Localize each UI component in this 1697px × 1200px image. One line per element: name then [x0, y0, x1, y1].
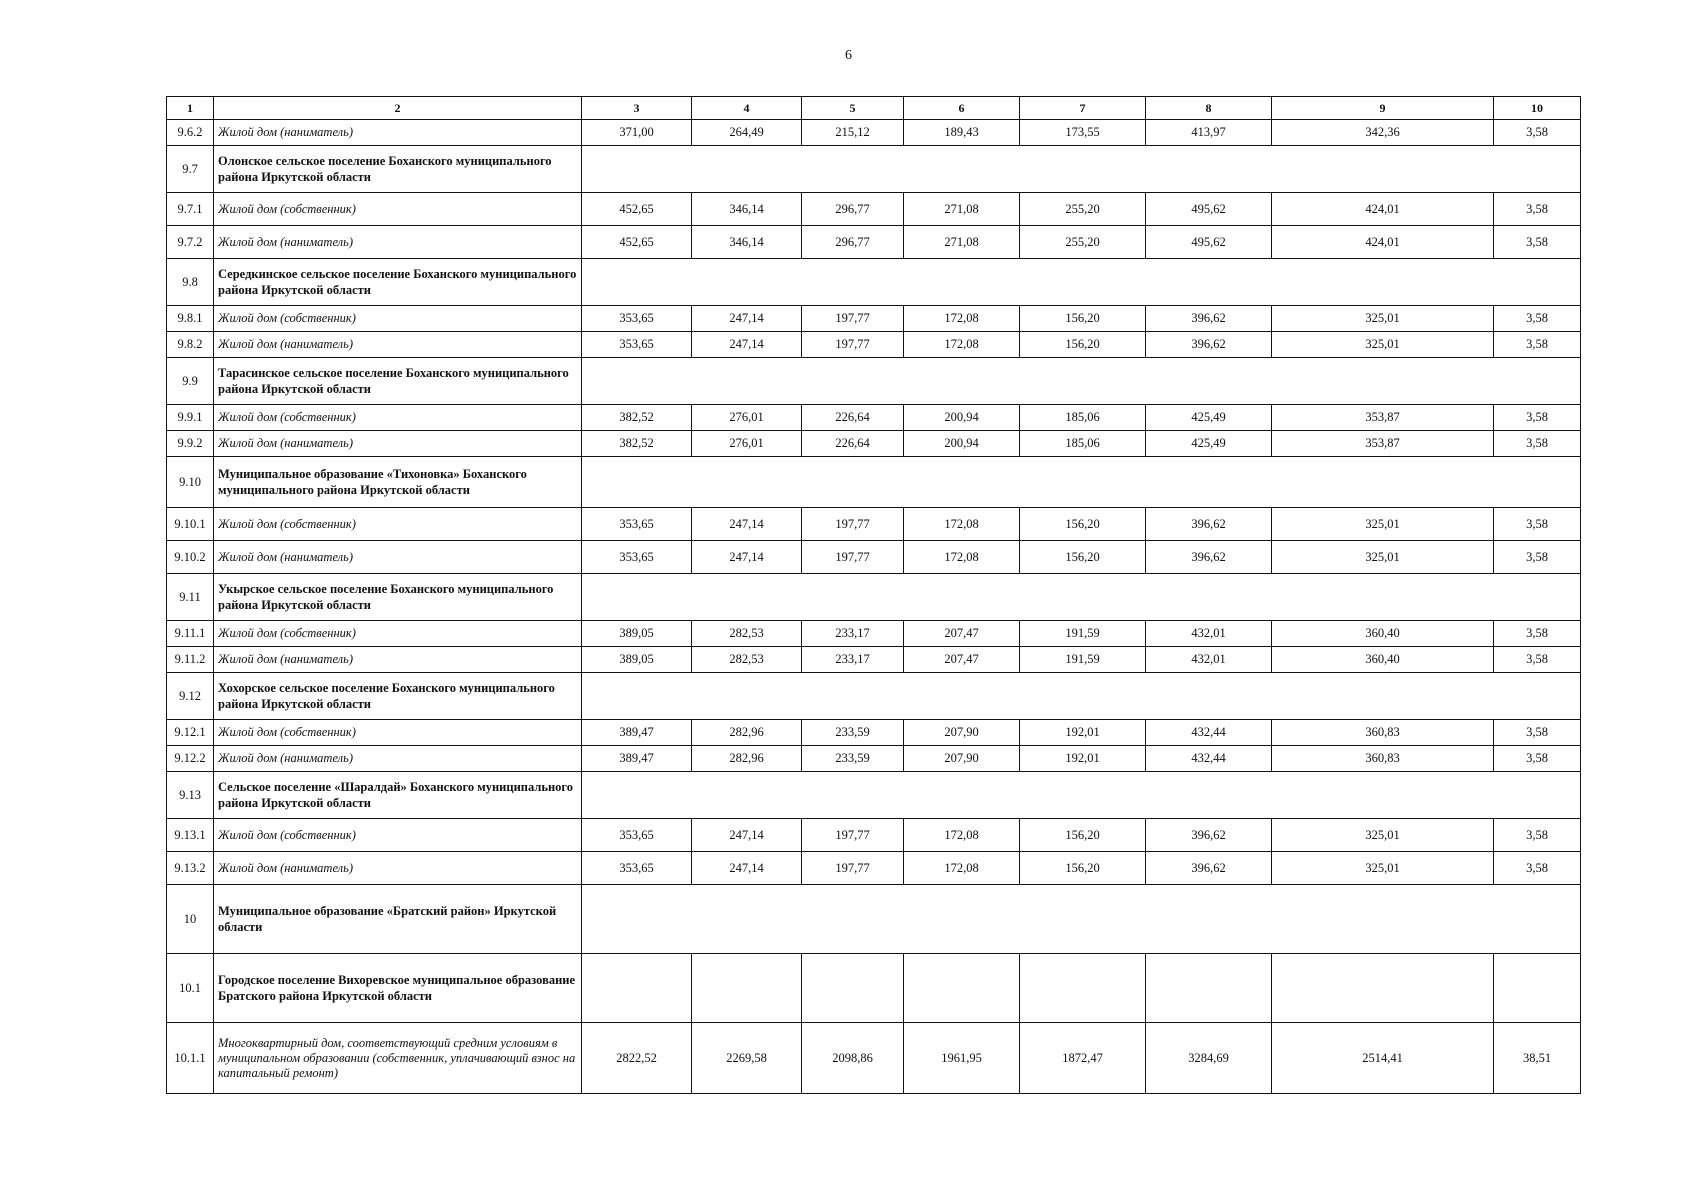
column-number: 9 — [1272, 97, 1494, 120]
table-row — [167, 647, 1581, 673]
tariff-value: 432,44 — [1146, 746, 1272, 772]
tariff-value: 276,01 — [692, 431, 802, 457]
tariff-value: 2822,52 — [582, 1023, 692, 1094]
tariff-value: 247,14 — [692, 332, 802, 358]
tariff-value: 425,49 — [1146, 431, 1272, 457]
housing-type: Жилой дом (собственник) — [214, 819, 582, 852]
tariff-value: 282,53 — [692, 647, 802, 673]
row-number: 10 — [167, 885, 214, 954]
tariff-value: 200,94 — [904, 431, 1020, 457]
empty-cell — [582, 954, 692, 1023]
housing-type: Жилой дом (собственник) — [214, 508, 582, 541]
section-name: Хохорское сельское поселение Боханского муниципального района Иркутской области — [214, 673, 582, 720]
tariff-value: 353,65 — [582, 508, 692, 541]
row-number: 9.7.2 — [167, 226, 214, 259]
tariff-value: 3,58 — [1494, 306, 1581, 332]
tariff-value: 185,06 — [1020, 431, 1146, 457]
tariff-value: 296,77 — [802, 226, 904, 259]
empty-cell — [1272, 954, 1494, 1023]
empty-cell — [802, 954, 904, 1023]
tariff-value: 192,01 — [1020, 720, 1146, 746]
tariff-value: 207,90 — [904, 720, 1020, 746]
tariff-value: 172,08 — [904, 508, 1020, 541]
row-number: 9.9 — [167, 358, 214, 405]
tariff-value: 197,77 — [802, 852, 904, 885]
empty-cell — [904, 954, 1020, 1023]
tariff-value: 172,08 — [904, 852, 1020, 885]
tariff-value: 353,65 — [582, 306, 692, 332]
tariff-value: 191,59 — [1020, 647, 1146, 673]
column-number: 10 — [1494, 97, 1581, 120]
row-number: 9.9.1 — [167, 405, 214, 431]
tariff-value: 156,20 — [1020, 332, 1146, 358]
tariff-value: 197,77 — [802, 332, 904, 358]
tariff-value: 172,08 — [904, 819, 1020, 852]
tariff-value: 247,14 — [692, 541, 802, 574]
tariff-value: 432,44 — [1146, 720, 1272, 746]
tariff-value: 233,17 — [802, 621, 904, 647]
tariff-value: 207,47 — [904, 621, 1020, 647]
table-row — [167, 852, 1581, 885]
tariff-value: 346,14 — [692, 193, 802, 226]
tariff-value: 325,01 — [1272, 306, 1494, 332]
column-number: 1 — [167, 97, 214, 120]
row-number: 9.9.2 — [167, 431, 214, 457]
section-row — [167, 673, 1581, 720]
column-number: 5 — [802, 97, 904, 120]
column-numbers-row — [167, 97, 1581, 120]
section-name: Городское поселение Вихоревское муниципальное образование Братского района Иркутской области — [214, 954, 582, 1023]
empty-cell — [582, 885, 1581, 954]
tariff-value: 3,58 — [1494, 819, 1581, 852]
tariff-value: 425,49 — [1146, 405, 1272, 431]
section-row — [167, 259, 1581, 306]
empty-cell — [582, 457, 1581, 508]
empty-cell — [1020, 954, 1146, 1023]
tariff-value: 495,62 — [1146, 226, 1272, 259]
tariff-value: 452,65 — [582, 226, 692, 259]
tariff-value: 360,83 — [1272, 746, 1494, 772]
tariff-value: 282,96 — [692, 720, 802, 746]
row-number: 9.13 — [167, 772, 214, 819]
page-number: 6 — [845, 48, 852, 63]
section-name: Олонское сельское поселение Боханского муниципального района Иркутской области — [214, 146, 582, 193]
tariff-value: 353,65 — [582, 852, 692, 885]
tariff-value: 215,12 — [802, 120, 904, 146]
tariff-value: 353,87 — [1272, 431, 1494, 457]
column-number: 4 — [692, 97, 802, 120]
tariff-value: 255,20 — [1020, 193, 1146, 226]
table-row — [167, 193, 1581, 226]
tariff-value: 3,58 — [1494, 332, 1581, 358]
tariff-value: 325,01 — [1272, 819, 1494, 852]
tariff-value: 1961,95 — [904, 1023, 1020, 1094]
tariff-value: 3,58 — [1494, 621, 1581, 647]
tariff-value: 353,87 — [1272, 405, 1494, 431]
housing-type: Жилой дом (наниматель) — [214, 647, 582, 673]
empty-cell — [582, 772, 1581, 819]
tariff-value: 396,62 — [1146, 508, 1272, 541]
tariff-value: 3,58 — [1494, 405, 1581, 431]
empty-cell — [692, 954, 802, 1023]
tariff-value: 156,20 — [1020, 508, 1146, 541]
tariff-value: 172,08 — [904, 332, 1020, 358]
tariff-value: 389,05 — [582, 647, 692, 673]
row-number: 9.11 — [167, 574, 214, 621]
tariff-value: 389,47 — [582, 746, 692, 772]
tariff-value: 2098,86 — [802, 1023, 904, 1094]
tariff-value: 495,62 — [1146, 193, 1272, 226]
table-row — [167, 720, 1581, 746]
tariff-value: 353,65 — [582, 332, 692, 358]
column-number: 3 — [582, 97, 692, 120]
tariff-value: 264,49 — [692, 120, 802, 146]
table-row — [167, 226, 1581, 259]
housing-type: Жилой дом (наниматель) — [214, 120, 582, 146]
tariff-value: 197,77 — [802, 508, 904, 541]
tariff-value: 233,59 — [802, 720, 904, 746]
row-number: 9.12.1 — [167, 720, 214, 746]
tariff-value: 173,55 — [1020, 120, 1146, 146]
table-body — [167, 97, 1581, 1094]
tariff-value: 342,36 — [1272, 120, 1494, 146]
tariff-value: 255,20 — [1020, 226, 1146, 259]
tariff-value: 247,14 — [692, 508, 802, 541]
empty-cell — [1494, 954, 1581, 1023]
tariff-value: 191,59 — [1020, 621, 1146, 647]
row-number: 9.10 — [167, 457, 214, 508]
tariff-value: 172,08 — [904, 306, 1020, 332]
table-row — [167, 405, 1581, 431]
row-number: 9.7 — [167, 146, 214, 193]
column-number: 8 — [1146, 97, 1272, 120]
tariff-value: 3,58 — [1494, 746, 1581, 772]
tariff-value: 3,58 — [1494, 720, 1581, 746]
column-number: 2 — [214, 97, 582, 120]
section-name: Сельское поселение «Шаралдай» Боханского муниципального района Иркутской области — [214, 772, 582, 819]
tariff-value: 382,52 — [582, 405, 692, 431]
tariff-value: 325,01 — [1272, 541, 1494, 574]
tariff-value: 3,58 — [1494, 541, 1581, 574]
tariff-value: 2514,41 — [1272, 1023, 1494, 1094]
tariff-value: 432,01 — [1146, 647, 1272, 673]
tariff-value: 156,20 — [1020, 306, 1146, 332]
section-row — [167, 574, 1581, 621]
row-number: 9.7.1 — [167, 193, 214, 226]
row-number: 9.12.2 — [167, 746, 214, 772]
row-number: 9.12 — [167, 673, 214, 720]
tariff-value: 189,43 — [904, 120, 1020, 146]
tariff-value: 3,58 — [1494, 852, 1581, 885]
table-row — [167, 431, 1581, 457]
tariff-value: 200,94 — [904, 405, 1020, 431]
tariff-value: 282,96 — [692, 746, 802, 772]
tariff-value: 172,08 — [904, 541, 1020, 574]
section-row — [167, 457, 1581, 508]
empty-cell — [582, 574, 1581, 621]
tariff-value: 233,17 — [802, 647, 904, 673]
housing-type: Жилой дом (наниматель) — [214, 852, 582, 885]
tariff-value: 3284,69 — [1146, 1023, 1272, 1094]
tariff-value: 192,01 — [1020, 746, 1146, 772]
housing-type: Жилой дом (наниматель) — [214, 431, 582, 457]
tariff-value: 247,14 — [692, 819, 802, 852]
tariff-value: 156,20 — [1020, 541, 1146, 574]
tariff-value: 296,77 — [802, 193, 904, 226]
housing-type: Жилой дом (наниматель) — [214, 541, 582, 574]
empty-cell — [582, 673, 1581, 720]
tariff-value: 2269,58 — [692, 1023, 802, 1094]
tariff-value: 424,01 — [1272, 226, 1494, 259]
tariff-value: 389,47 — [582, 720, 692, 746]
tariff-value: 3,58 — [1494, 508, 1581, 541]
empty-cell — [1146, 954, 1272, 1023]
section-name: Укырское сельское поселение Боханского муниципального района Иркутской области — [214, 574, 582, 621]
housing-type: Жилой дом (наниматель) — [214, 226, 582, 259]
table-row — [167, 1023, 1581, 1094]
tariff-value: 38,51 — [1494, 1023, 1581, 1094]
section-row — [167, 885, 1581, 954]
row-number: 9.6.2 — [167, 120, 214, 146]
row-number: 10.1 — [167, 954, 214, 1023]
tariff-value: 226,64 — [802, 405, 904, 431]
tariff-value: 1872,47 — [1020, 1023, 1146, 1094]
tariff-value: 185,06 — [1020, 405, 1146, 431]
table-row — [167, 120, 1581, 146]
tariff-value: 3,58 — [1494, 120, 1581, 146]
empty-cell — [582, 358, 1581, 405]
housing-type: Жилой дом (наниматель) — [214, 332, 582, 358]
empty-cell — [582, 259, 1581, 306]
section-name: Середкинское сельское поселение Боханского муниципального района Иркутской области — [214, 259, 582, 306]
tariff-value: 382,52 — [582, 431, 692, 457]
tariff-value: 156,20 — [1020, 852, 1146, 885]
tariff-value: 325,01 — [1272, 852, 1494, 885]
row-number: 10.1.1 — [167, 1023, 214, 1094]
tariff-value: 396,62 — [1146, 332, 1272, 358]
tariff-value: 396,62 — [1146, 306, 1272, 332]
row-number: 9.13.1 — [167, 819, 214, 852]
column-number: 7 — [1020, 97, 1146, 120]
table-row — [167, 746, 1581, 772]
tariff-value: 197,77 — [802, 541, 904, 574]
row-number: 9.8 — [167, 259, 214, 306]
tariff-value: 197,77 — [802, 819, 904, 852]
tariff-value: 346,14 — [692, 226, 802, 259]
tariff-table — [166, 96, 1581, 1094]
housing-type: Жилой дом (собственник) — [214, 405, 582, 431]
tariff-value: 389,05 — [582, 621, 692, 647]
tariff-value: 353,65 — [582, 541, 692, 574]
tariff-value: 207,90 — [904, 746, 1020, 772]
section-name: Муниципальное образование «Тихоновка» Боханского муниципального района Иркутской области — [214, 457, 582, 508]
tariff-value: 226,64 — [802, 431, 904, 457]
table-row — [167, 332, 1581, 358]
tariff-value: 156,20 — [1020, 819, 1146, 852]
row-number: 9.13.2 — [167, 852, 214, 885]
tariff-value: 360,40 — [1272, 621, 1494, 647]
table-row — [167, 621, 1581, 647]
section-name: Муниципальное образование «Братский район» Иркутской области — [214, 885, 582, 954]
tariff-value: 353,65 — [582, 819, 692, 852]
housing-type: Жилой дом (собственник) — [214, 621, 582, 647]
tariff-value: 371,00 — [582, 120, 692, 146]
table-row — [167, 541, 1581, 574]
tariff-value: 282,53 — [692, 621, 802, 647]
section-row — [167, 146, 1581, 193]
tariff-value: 247,14 — [692, 852, 802, 885]
tariff-value: 325,01 — [1272, 332, 1494, 358]
tariff-value: 413,97 — [1146, 120, 1272, 146]
tariff-value: 360,83 — [1272, 720, 1494, 746]
tariff-value: 325,01 — [1272, 508, 1494, 541]
column-number: 6 — [904, 97, 1020, 120]
table-row — [167, 508, 1581, 541]
row-number: 9.8.2 — [167, 332, 214, 358]
section-name: Тарасинское сельское поселение Боханского муниципального района Иркутской области — [214, 358, 582, 405]
section-row — [167, 358, 1581, 405]
tariff-value: 3,58 — [1494, 647, 1581, 673]
housing-type: Многоквартирный дом, соответствующий средним условиям в муниципальном образовании (собственник, уплачивающий взнос на капитальный ремонт) — [214, 1023, 582, 1094]
tariff-value: 271,08 — [904, 226, 1020, 259]
tariff-value: 3,58 — [1494, 226, 1581, 259]
row-number: 9.10.2 — [167, 541, 214, 574]
tariff-value: 3,58 — [1494, 193, 1581, 226]
tariff-value: 432,01 — [1146, 621, 1272, 647]
housing-type: Жилой дом (наниматель) — [214, 746, 582, 772]
row-number: 9.8.1 — [167, 306, 214, 332]
table-row — [167, 306, 1581, 332]
row-number: 9.11.1 — [167, 621, 214, 647]
tariff-value: 197,77 — [802, 306, 904, 332]
tariff-value: 424,01 — [1272, 193, 1494, 226]
tariff-value: 360,40 — [1272, 647, 1494, 673]
tariff-value: 396,62 — [1146, 819, 1272, 852]
housing-type: Жилой дом (собственник) — [214, 720, 582, 746]
row-number: 9.11.2 — [167, 647, 214, 673]
empty-cell — [582, 146, 1581, 193]
tariff-value: 396,62 — [1146, 852, 1272, 885]
tariff-value: 276,01 — [692, 405, 802, 431]
subsection-row — [167, 954, 1581, 1023]
section-row — [167, 772, 1581, 819]
row-number: 9.10.1 — [167, 508, 214, 541]
tariff-value: 396,62 — [1146, 541, 1272, 574]
tariff-value: 3,58 — [1494, 431, 1581, 457]
housing-type: Жилой дом (собственник) — [214, 306, 582, 332]
tariff-value: 452,65 — [582, 193, 692, 226]
tariff-value: 207,47 — [904, 647, 1020, 673]
housing-type: Жилой дом (собственник) — [214, 193, 582, 226]
tariff-value: 271,08 — [904, 193, 1020, 226]
table-row — [167, 819, 1581, 852]
tariff-value: 247,14 — [692, 306, 802, 332]
tariff-value: 233,59 — [802, 746, 904, 772]
